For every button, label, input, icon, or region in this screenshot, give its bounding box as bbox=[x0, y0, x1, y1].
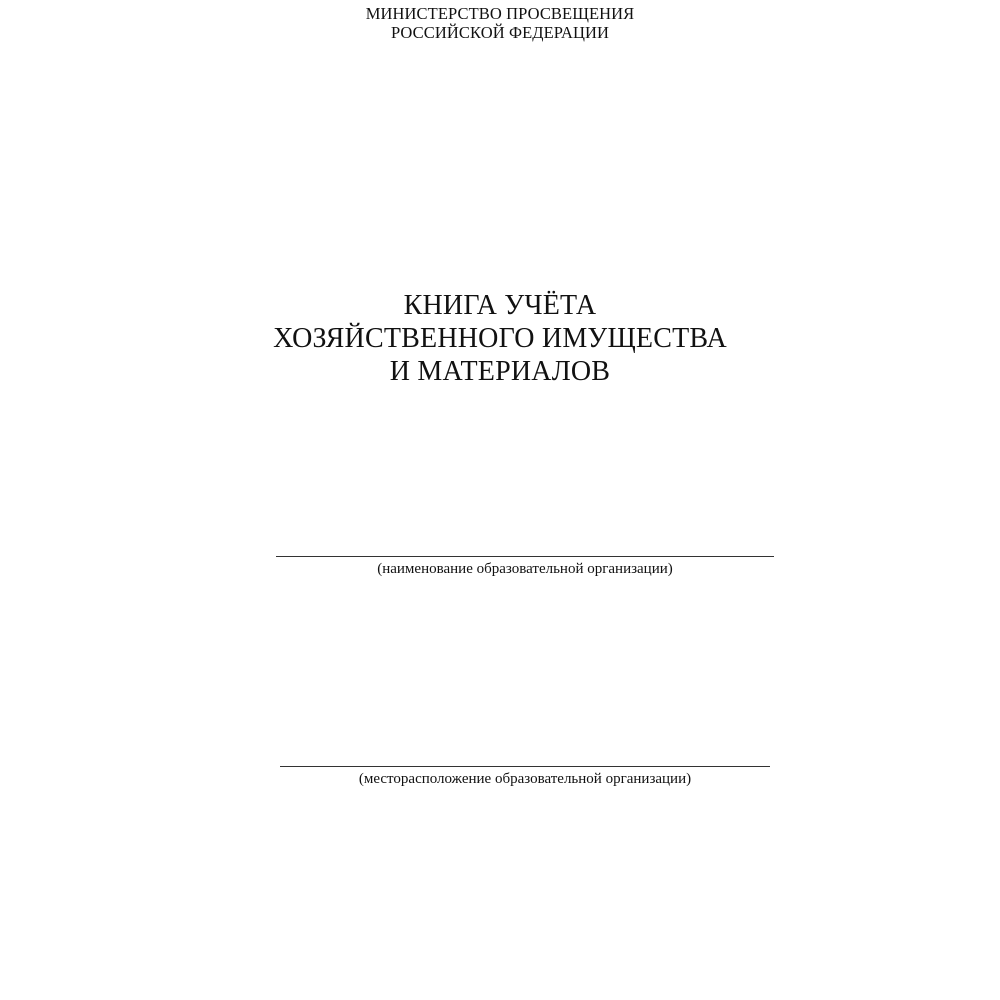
title-line-1: КНИГА УЧЁТА bbox=[403, 290, 597, 321]
ministry-line-2: РОССИЙСКОЙ ФЕДЕРАЦИИ bbox=[390, 23, 610, 42]
org-name-field bbox=[276, 556, 774, 578]
title-line-3: И МАТЕРИАЛОВ bbox=[389, 356, 611, 387]
org-location-caption: (месторасположение образовательной организации) bbox=[358, 771, 692, 787]
org-name-blank-line[interactable] bbox=[276, 556, 774, 557]
ministry-line-1: МИНИСТЕРСТВО ПРОСВЕЩЕНИЯ bbox=[365, 4, 635, 23]
org-location-blank-line[interactable] bbox=[280, 766, 770, 767]
document-title bbox=[0, 289, 1000, 388]
org-location-field bbox=[280, 766, 770, 788]
ministry-header bbox=[0, 4, 1000, 42]
title-line-2: ХОЗЯЙСТВЕННОГО ИМУЩЕСТВА bbox=[273, 323, 727, 354]
org-name-caption: (наименование образовательной организации) bbox=[377, 561, 673, 577]
